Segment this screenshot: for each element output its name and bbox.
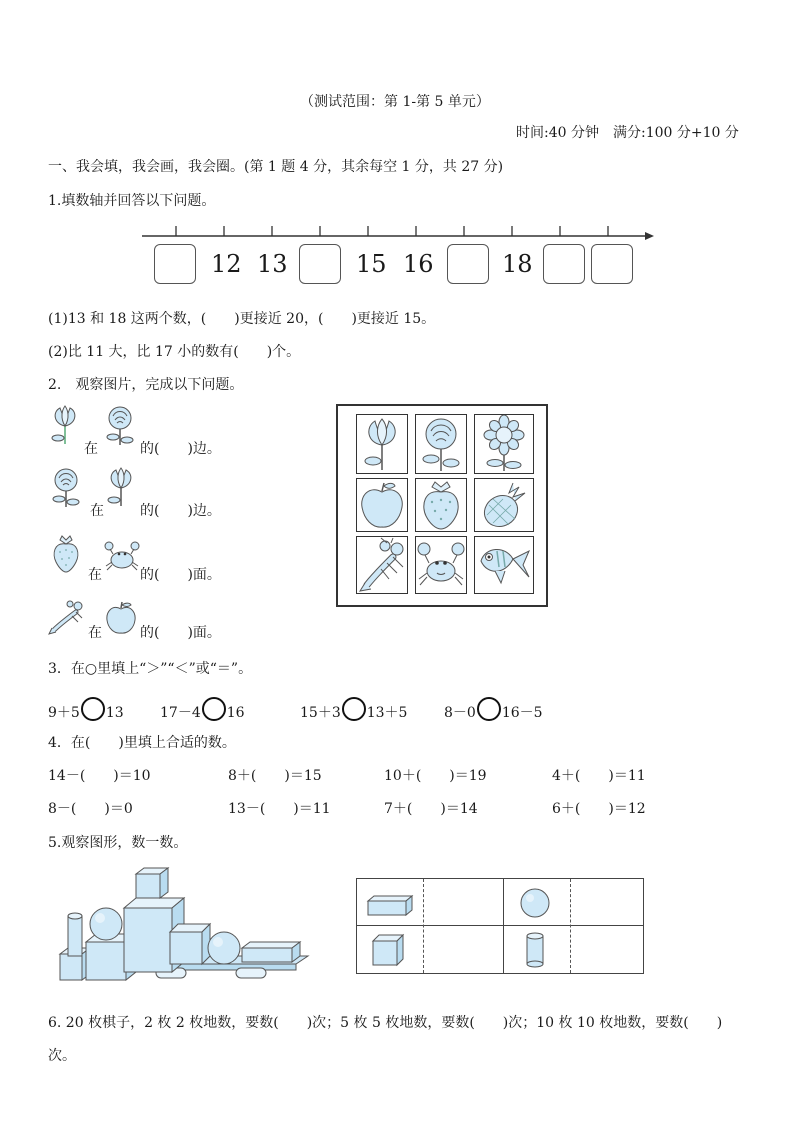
grid-cell-strawberry (415, 478, 467, 532)
equation-8[interactable]: 6＋( )＝12 (552, 801, 646, 817)
crab-icon (416, 537, 466, 593)
q1-sub2: (2)比 11 大，比 17 小的数有( )个。 (48, 344, 301, 360)
section-title: 一、我会填，我会画，我会圈。(第 1 题 4 分，其余每空 1 分，共 27 分) (48, 159, 504, 175)
q2-row1-tail: 的( )边。 (140, 441, 221, 457)
compare-circle[interactable] (342, 697, 366, 721)
equation-3[interactable]: 10＋( )＝19 (384, 768, 487, 784)
q1-sub1: (1)13 和 18 这两个数，( )更接近 20，( )更接近 15。 (48, 311, 436, 327)
answer-box-11[interactable] (154, 244, 196, 284)
q2-row3-tail: 的( )面。 (140, 567, 221, 583)
equation-1[interactable]: 14－( )＝10 (48, 768, 151, 784)
lily-icon (48, 404, 82, 446)
equation-4[interactable]: 4＋( )＝11 (552, 768, 646, 784)
crab-icon (104, 540, 140, 574)
sphere-icon (519, 887, 551, 923)
cylinder-icon (525, 931, 545, 973)
equation-7[interactable]: 7＋( )＝14 (384, 801, 478, 817)
table-dash-left (423, 879, 424, 973)
sunflower-icon (475, 415, 533, 473)
number-18: 18 (502, 250, 533, 278)
test-scope: （测试范围：第 1-第 5 单元） (300, 94, 490, 110)
grid-cell-lily (356, 414, 408, 474)
rose-icon (102, 404, 138, 446)
equation-2[interactable]: 8＋( )＝15 (228, 768, 322, 784)
q2-row4-mid: 在 (88, 625, 102, 641)
grid-cell-sunflower (474, 414, 534, 474)
lily-icon (357, 415, 407, 473)
answer-box-20[interactable] (591, 244, 633, 284)
apple-icon (104, 600, 138, 636)
q2-row3-mid: 在 (88, 567, 102, 583)
compare-right: 13 (105, 705, 124, 721)
fish-icon (475, 537, 533, 593)
table-hline (357, 925, 643, 926)
compare-circle[interactable] (81, 697, 105, 721)
strawberry-icon (50, 534, 82, 574)
lobster-icon (48, 598, 86, 636)
strawberry-icon (416, 479, 466, 531)
time-score: 时间:40 分钟 满分:100 分+10 分 (516, 125, 739, 141)
q2-row2-mid: 在 (90, 503, 104, 519)
rose-icon (416, 415, 466, 473)
q6-line2: 次。 (48, 1048, 76, 1064)
compare-item-3 (300, 697, 407, 722)
q2-row1-mid: 在 (84, 441, 98, 457)
number-15: 15 (356, 250, 387, 278)
compare-item-2 (160, 697, 245, 722)
compare-right: 13＋5 (366, 705, 408, 721)
q2-row4-tail: 的( )面。 (140, 625, 221, 641)
table-vline (503, 879, 504, 973)
compare-circle[interactable] (477, 697, 501, 721)
apple-icon (357, 479, 407, 531)
compare-item-1 (48, 697, 124, 722)
grid-cell-rose (415, 414, 467, 474)
grid-cell-fish (474, 536, 534, 594)
shapes-picture (56, 864, 312, 986)
grid-cell-pineapple (474, 478, 534, 532)
compare-right: 16－5 (501, 705, 543, 721)
grid-cell-lobster (356, 536, 408, 594)
compare-left: 17－4 (160, 705, 201, 721)
shape-count-table (356, 878, 644, 974)
q3-prompt: 3．在○里填上“＞”“＜”或“＝”。 (48, 661, 253, 677)
q2-row2-tail: 的( )边。 (140, 503, 221, 519)
compare-circle[interactable] (202, 697, 226, 721)
q4-prompt: 4．在( )里填上合适的数。 (48, 735, 236, 751)
grid-cell-apple (356, 478, 408, 532)
equation-5[interactable]: 8－( )＝0 (48, 801, 133, 817)
q6-line1: 6. 20 枚棋子，2 枚 2 枚地数，要数( )次；5 枚 5 枚地数，要数( )次；10 枚 10 枚地数，要数( ) (48, 1015, 723, 1031)
answer-box-14[interactable] (299, 244, 341, 284)
compare-right: 16 (226, 705, 245, 721)
lobster-icon (357, 537, 407, 593)
number-16: 16 (403, 250, 434, 278)
number-12: 12 (211, 250, 242, 278)
compare-left: 8－0 (444, 705, 476, 721)
cube-icon (371, 933, 405, 971)
table-dash-right (570, 879, 571, 973)
cuboid-icon (366, 893, 414, 921)
pineapple-icon (475, 479, 533, 531)
rose-icon (48, 466, 84, 508)
compare-left: 9＋5 (48, 705, 80, 721)
answer-box-19[interactable] (543, 244, 585, 284)
compare-left: 15＋3 (300, 705, 341, 721)
lily-icon (104, 466, 138, 508)
grid-cell-crab (415, 536, 467, 594)
q1-prompt: 1.填数轴并回答以下问题。 (48, 193, 216, 209)
q2-prompt: 2. 观察图片，完成以下问题。 (48, 377, 244, 393)
q5-prompt: 5.观察图形，数一数。 (48, 835, 188, 851)
equation-6[interactable]: 13－( )＝11 (228, 801, 331, 817)
compare-item-4 (444, 697, 543, 722)
answer-box-17[interactable] (447, 244, 489, 284)
number-13: 13 (257, 250, 288, 278)
